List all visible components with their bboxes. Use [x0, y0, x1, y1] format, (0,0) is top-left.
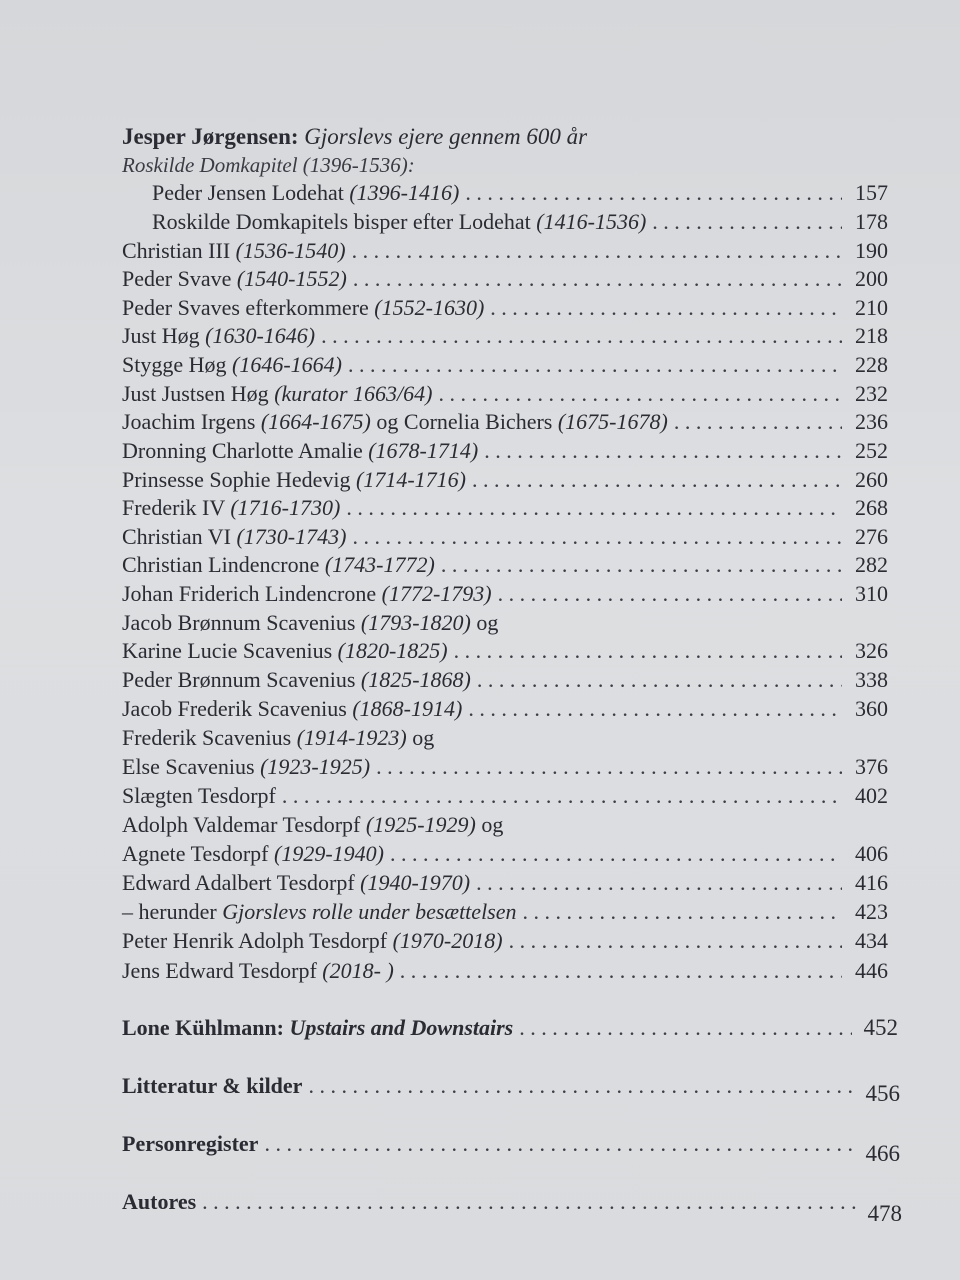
page-number: 338	[855, 667, 888, 692]
toc-entry: Joachim Irgens (1664-1675) og Cornelia Bichers (1675-1678) . . . 236	[122, 409, 888, 435]
toc-entry: Dronning Charlotte Amalie (1678-1714) . . . 252	[122, 438, 888, 464]
toc-entry: Karine Lucie Scavenius (1820-1825) . . . 326	[122, 638, 888, 664]
toc-section: Lone Kühlmann: Upstairs and Downstairs . . . 452	[122, 1015, 898, 1041]
toc-entry: – herunder Gjorslevs rolle under besættelsen . . . 423	[122, 899, 888, 925]
page-number: 282	[855, 552, 888, 577]
page-number: 190	[855, 238, 888, 263]
toc-entry: Frederik IV (1716-1730) . . . 268	[122, 495, 888, 521]
toc-entry: Christian VI (1730-1743) . . . 276	[122, 524, 888, 550]
toc-entry: Frederik Scavenius (1914-1923) og	[122, 725, 435, 750]
page-number: 252	[855, 438, 888, 463]
chapter-heading	[122, 124, 587, 150]
chapter-author: Jesper Jørgensen:	[122, 124, 299, 149]
toc-section: Personregister . . . 466	[122, 1131, 900, 1157]
toc-entry: Else Scavenius (1923-1925) . . . 376	[122, 754, 888, 780]
page-number: 452	[863, 1015, 898, 1040]
toc-entry: Slægten Tesdorpf . . . 402	[122, 783, 888, 809]
toc-entry: Jacob Brønnum Scavenius (1793-1820) og	[122, 610, 499, 635]
toc-entry: Peder Brønnum Scavenius (1825-1868) . . . 338	[122, 667, 888, 693]
toc-entry: Peder Svave (1540-1552) . . . 200	[122, 266, 888, 292]
toc-entry: Edward Adalbert Tesdorpf (1940-1970) . . . 416	[122, 870, 888, 896]
toc-entry: Christian Lindencrone (1743-1772) . . . 282	[122, 552, 888, 578]
page-number: 268	[855, 495, 888, 520]
toc-entry: Johan Friderich Lindencrone (1772-1793) . . . 310	[122, 581, 888, 607]
toc-entry: Jacob Frederik Scavenius (1868-1914) . . . 360	[122, 696, 888, 722]
page-number: 310	[855, 581, 888, 606]
page-number: 478	[867, 1201, 902, 1226]
page-number: 210	[855, 295, 888, 320]
page-number: 228	[855, 352, 888, 377]
page-number: 178	[855, 209, 888, 234]
toc-entry: Just Justsen Høg (kurator 1663/64) . . . 232	[122, 381, 888, 407]
page-number: 466	[865, 1141, 900, 1166]
page-number: 157	[855, 180, 888, 205]
page-number: 416	[855, 870, 888, 895]
toc-entry: Peder Jensen Lodehat (1396-1416) . . . 157	[152, 180, 888, 206]
toc-entry: Peder Svaves efterkommere (1552-1630) . . . 210	[122, 295, 888, 321]
page-number: 376	[855, 754, 888, 779]
toc-entry: Prinsesse Sophie Hedevig (1714-1716) . . . 260	[122, 467, 888, 493]
page-number: 232	[855, 381, 888, 406]
toc-section: Litteratur & kilder . . . 456	[122, 1073, 900, 1099]
toc-entry: Just Høg (1630-1646) . . . 218	[122, 323, 888, 349]
page-number: 276	[855, 524, 888, 549]
page-number: 218	[855, 323, 888, 348]
page-number: 423	[855, 899, 888, 924]
page-number: 406	[855, 841, 888, 866]
toc-entry: Christian III (1536-1540) . . . 190	[122, 238, 888, 264]
page-number: 326	[855, 638, 888, 663]
page-number: 446	[855, 958, 888, 983]
chapter-title: Gjorslevs ejere gennem 600 år	[304, 124, 588, 149]
toc-entry: Adolph Valdemar Tesdorpf (1925-1929) og	[122, 812, 504, 837]
toc-section: Autores . . . 478	[122, 1189, 902, 1215]
chapter-subheading: Roskilde Domkapitel (1396-1536):	[122, 153, 415, 177]
page-number: 200	[855, 266, 888, 291]
toc-entry: Peter Henrik Adolph Tesdorpf (1970-2018) . . . 434	[122, 928, 888, 954]
page-number: 360	[855, 696, 888, 721]
page-number: 402	[855, 783, 888, 808]
page-number: 260	[855, 467, 888, 492]
toc-entry: Agnete Tesdorpf (1929-1940) . . . 406	[122, 841, 888, 867]
page-number: 456	[865, 1081, 900, 1106]
toc-entry: Roskilde Domkapitels bisper efter Lodehat (1416-1536) . . . 178	[152, 209, 888, 235]
page-number: 434	[855, 928, 888, 953]
toc-entry: Jens Edward Tesdorpf (2018- ) . . . 446	[122, 958, 888, 984]
page-number: 236	[855, 409, 888, 434]
toc-entry: Stygge Høg (1646-1664) . . . 228	[122, 352, 888, 378]
